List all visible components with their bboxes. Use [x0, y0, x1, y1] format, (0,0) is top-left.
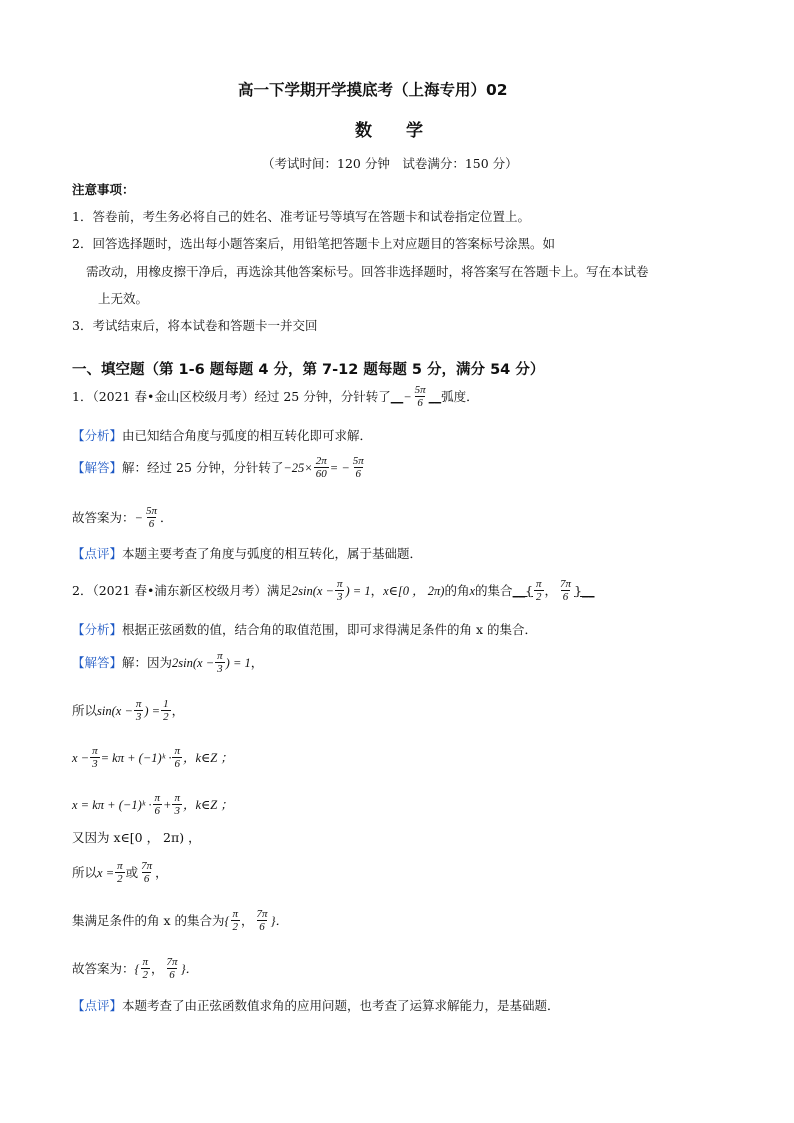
q2-solution-prefix: 解：因为 — [122, 654, 173, 670]
q2-ans-num1: π — [536, 578, 542, 590]
q2-line7-den2: 6 — [259, 921, 265, 933]
q2-analysis — [72, 622, 537, 638]
exam-time-info: （考试时间：120 分钟 试卷满分：150 分） — [262, 156, 518, 171]
q2-line3-end: ，k∈Z ； — [182, 750, 233, 765]
q2-line4-num: π — [154, 792, 161, 804]
q2-line3-num2: π — [174, 745, 180, 757]
q2-stem-fraction — [335, 578, 345, 603]
q2-comment-text: 本题考查了由正弦函数值求角的应用问题，也考查了运算求解能力，是基础题． — [122, 998, 560, 1013]
q2-sol1-fraction — [215, 650, 225, 675]
q2-line6-fraction-1 — [115, 860, 125, 885]
q1-solution-tag: 【解答】 — [72, 459, 123, 475]
q2-solution-tag: 【解答】 — [72, 654, 123, 670]
q1-answer-num: 5π — [414, 384, 426, 396]
q2-final-prefix: 故答案为： — [72, 960, 135, 976]
q2-sol1-num: π — [217, 650, 223, 662]
q1-sol-den2: 6 — [355, 468, 362, 480]
q2-line7-fraction-1 — [231, 908, 241, 933]
q2-line3-mid: = kπ + (−1)ᵏ · — [100, 750, 172, 765]
section-fill-in-heading: 一、填空题（第 1-6 题每题 4 分，第 7-12 题每题 5 分，满分 54 分） — [72, 362, 545, 378]
q1-final-sign: − — [134, 510, 143, 525]
q2-solution-line-6 — [72, 860, 168, 885]
q1-final-den: 6 — [148, 518, 155, 530]
q2-line4-fraction-2 — [172, 792, 182, 817]
q2-line6-fraction-2 — [139, 860, 154, 885]
q2-final-answer — [72, 956, 198, 981]
q2-sol1-den: 3 — [217, 663, 223, 675]
q1-analysis-tag: 【分析】 — [72, 428, 123, 443]
q2-line2-pre: sin(x − — [97, 703, 133, 718]
q2-line7-close: }． — [270, 913, 289, 928]
q2-line2-prefix: 所以 — [72, 702, 98, 718]
q1-analysis-text: 由已知结合角度与弧度的相互转化即可求解． — [122, 428, 373, 443]
q2-comment-tag: 【点评】 — [72, 998, 123, 1013]
q2-line4-den2: 3 — [174, 805, 180, 817]
q2-line3-den: 3 — [92, 758, 98, 770]
note-item-1: 1．答卷前，考生务必将自己的姓名、准考证号等填写在答题卡和试卷指定位置上。 — [72, 209, 530, 224]
q2-line6-or: 或 — [125, 864, 139, 880]
q2-line2-den: 3 — [135, 711, 142, 723]
q2-line2-den2: 2 — [163, 711, 169, 723]
q1-stem-prefix: 1．（2021 春•金山区校级月考）经过 25 分钟，分针转了 — [72, 388, 391, 404]
q2-line4-pre: x = kπ + (−1)ᵏ · — [72, 797, 152, 812]
q2-line4-end: ，k∈Z ； — [182, 797, 233, 812]
q2-analysis-text: 根据正弦函数的值，结合角的取值范围，即可求得满足条件的角 x 的集合． — [122, 622, 538, 637]
q2-final-den: 2 — [142, 969, 149, 981]
q2-final-den2: 6 — [169, 969, 175, 981]
note-item-2-line-2: 需改动，用橡皮擦干净后，再选涂其他答案标号。回答非选择题时，将答案写在答题卡上。写在本试卷 — [86, 264, 649, 279]
q2-sol1-end: ， — [250, 654, 264, 670]
q2-line2-num: π — [135, 698, 142, 710]
q2-line3-fraction-2 — [172, 745, 182, 770]
q2-ans-den1: 2 — [536, 591, 542, 603]
q2-final-fraction-1 — [141, 956, 151, 981]
q2-solution-line-5: 又因为 x∈[0 ， 2π) ， — [72, 830, 201, 845]
q2-line4-num2: π — [174, 792, 180, 804]
q2-stem-mid2: 的角 — [444, 582, 470, 598]
q2-sol1-post: ) = 1 — [225, 655, 251, 670]
q1-stem-suffix: 弧度． — [441, 388, 479, 404]
q2-stem-eq-post: ) = 1 — [345, 583, 371, 598]
q1-solution — [72, 455, 367, 480]
q2-stem-comma: ， — [370, 582, 384, 598]
q2-stem-prefix: 2．（2021 春•浦东新区校级月考）满足 — [72, 582, 292, 598]
q2-line3-fraction-1 — [90, 745, 100, 770]
q1-comment-text: 本题主要考查了角度与弧度的相互转化，属于基础题． — [122, 546, 423, 561]
q1-sol-num2: 5π — [352, 455, 364, 467]
note-item-2-line-3: 上无效。 — [98, 291, 149, 306]
q2-line6-end: ， — [155, 864, 168, 880]
note-item-2-line-1: 2．回答选择题时，选出每小题答案后，用铅笔把答题卡上对应题目的答案标号涂黑。如 — [72, 236, 555, 251]
q2-line6-num2: 7π — [141, 860, 153, 872]
q2-blank-left: __{ — [512, 582, 534, 598]
q1-comment-tag: 【点评】 — [72, 546, 123, 561]
q1-solution-expr: −25× — [283, 460, 313, 475]
q2-analysis-tag: 【分析】 — [72, 622, 123, 637]
q2-stem-den: 3 — [336, 591, 343, 603]
q1-answer-sign: − — [403, 389, 412, 404]
q2-line2-end: ， — [171, 702, 185, 718]
q2-line2-num2: 1 — [163, 698, 169, 710]
q1-blank-left: __ — [390, 388, 404, 404]
q2-stem-mid3: 的集合 — [475, 582, 513, 598]
q2-line3-num: π — [92, 745, 98, 757]
notes-heading: 注意事项： — [72, 182, 135, 197]
q2-line4-plus: + — [163, 797, 172, 812]
q2-stem-x: x — [469, 583, 476, 598]
q1-solution-prefix: 解：经过 25 分钟，分针转了 — [122, 459, 284, 475]
q2-stem — [72, 578, 595, 603]
q1-sol-den1: 60 — [315, 468, 327, 480]
q2-solution-line-7 — [72, 908, 288, 933]
q2-line2-mid: ) = — [144, 703, 161, 718]
q1-comment — [72, 546, 422, 562]
q2-line6-den: 2 — [117, 873, 123, 885]
q2-stem-eq-pre: 2sin(x − — [291, 583, 334, 598]
q1-stem — [72, 384, 479, 409]
q1-final-fraction — [144, 505, 159, 530]
q1-solution-fraction-2 — [351, 455, 366, 480]
q2-line2-fraction-2 — [161, 698, 171, 723]
q2-line2-fraction-1 — [134, 698, 144, 723]
q2-line7-prefix: 集满足条件的角 x 的集合为 — [72, 912, 225, 928]
q2-ans-num2: 7π — [560, 578, 572, 590]
q2-line4-fraction-1 — [153, 792, 163, 817]
q1-final-prefix: 故答案为： — [72, 509, 135, 525]
q2-final-num: π — [142, 956, 149, 968]
q2-final-sep: ， — [151, 960, 164, 976]
q2-solution-line-2 — [72, 698, 184, 723]
q1-blank-right: __ — [428, 388, 442, 404]
q2-final-close: }． — [180, 961, 199, 976]
q1-final-num: 5π — [145, 505, 157, 517]
q2-line7-sep: ， — [241, 912, 254, 928]
q1-answer-den: 6 — [417, 397, 423, 409]
q1-analysis — [72, 428, 372, 444]
q2-comment — [72, 998, 560, 1014]
q1-final-answer — [72, 505, 172, 530]
subject-title: 数 学 — [355, 121, 423, 141]
note-item-3: 3．考试结束后，将本试卷和答题卡一并交回 — [72, 318, 318, 333]
q2-solution-line-3 — [72, 745, 233, 770]
q2-stem-num: π — [336, 578, 343, 590]
q2-line7-num2: 7π — [256, 908, 268, 920]
q1-sol-num1: 2π — [315, 455, 327, 467]
q2-line6-x: x = — [97, 865, 115, 880]
q2-final-open: { — [134, 961, 140, 976]
q2-answer-sep: ， — [544, 582, 558, 598]
q2-line7-num: π — [232, 908, 239, 920]
q2-line3-pre: x − — [72, 750, 90, 765]
exam-title: 高一下学期开学摸底考（上海专用）02 — [238, 81, 508, 99]
q2-line3-den2: 6 — [174, 758, 180, 770]
q2-line6-num: π — [117, 860, 123, 872]
q2-solution-line-4 — [72, 792, 233, 817]
q2-line6-prefix: 所以 — [72, 864, 98, 880]
q1-solution-fraction-1 — [314, 455, 329, 480]
q2-ans-den2: 6 — [562, 591, 569, 603]
q2-line4-den: 6 — [154, 805, 161, 817]
q1-final-end: ． — [159, 509, 173, 525]
q2-sol1-pre: 2sin(x − — [172, 655, 215, 670]
q2-line7-den: 2 — [232, 921, 238, 933]
q2-answer-fraction-1 — [534, 578, 544, 603]
q2-final-num2: 7π — [166, 956, 178, 968]
q2-line6-den2: 6 — [143, 873, 150, 885]
q2-line7-fraction-2 — [255, 908, 270, 933]
q2-blank-right: }__ — [574, 582, 595, 598]
q2-final-fraction-2 — [165, 956, 180, 981]
q2-stem-domain: x∈[0 ， 2π) — [383, 583, 445, 598]
q2-line7-open: { — [224, 913, 230, 928]
q1-answer-fraction — [413, 384, 428, 409]
q1-solution-equals: = − — [329, 460, 350, 475]
q2-solution-line-1 — [72, 650, 263, 675]
q2-answer-fraction-2 — [558, 578, 573, 603]
